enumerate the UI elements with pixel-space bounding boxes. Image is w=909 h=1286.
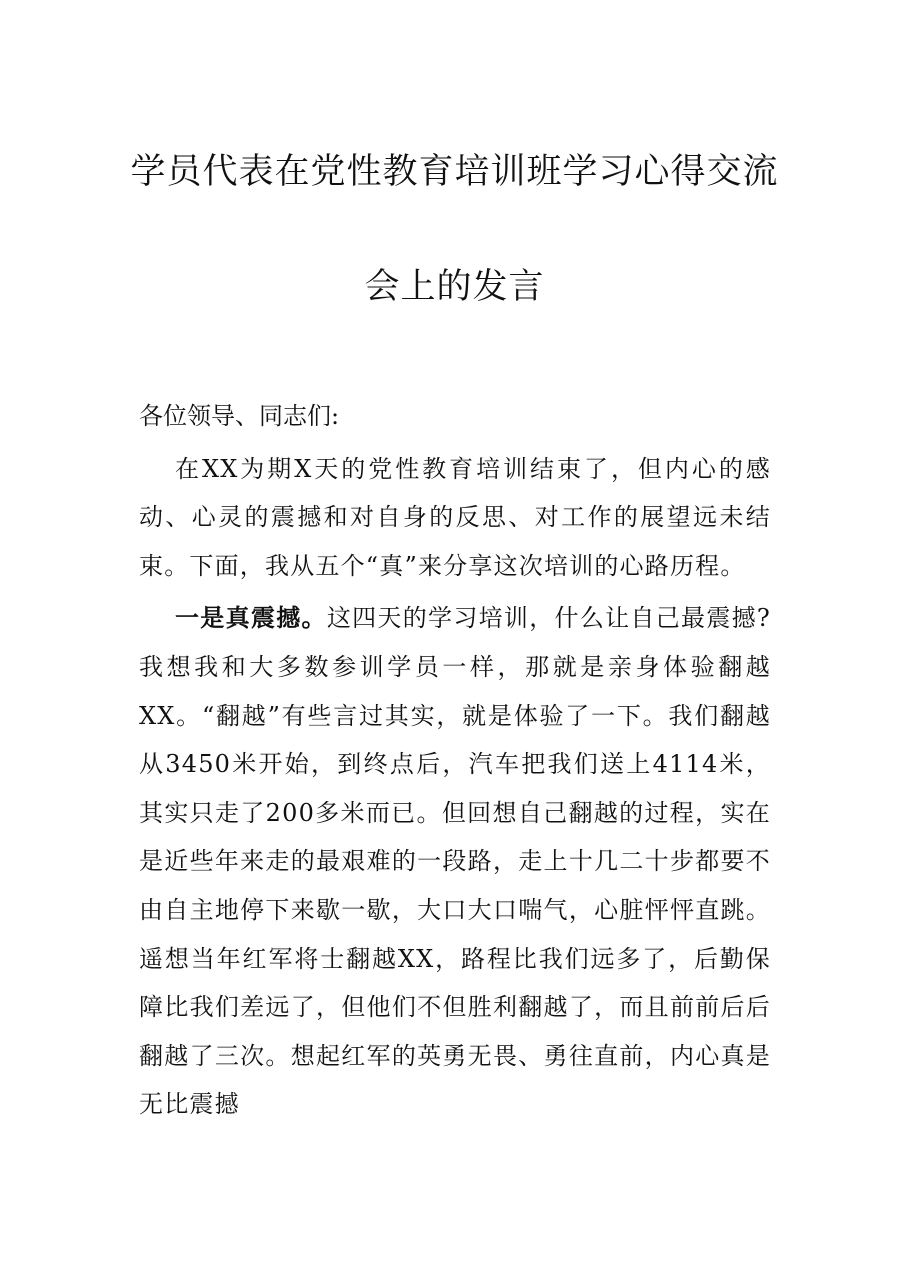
paragraph-point-one: [139, 594, 771, 1129]
paragraph-intro: [139, 445, 771, 591]
paragraph-point-one-text: 这四天的学习培训，什么让自己最震撼?我想我和大多数参训学员一样，那就是亲身体验翻越XX。“翻越”有些言过其实，就是体验了一下。我们翻越从3450米开始，到终点后，汽车把我们送上4114米，其实只走了200多米而已。但回想自己翻越的过程，实在是近些年来走的最艰难的一段路，走上十几二十步都要不由自主地停下来歇一歇，大口大口喘气，心脏怦怦直跳。遥想当年红军将士翻越XX，路程比我们远多了，后勤保障比我们差远了，但他们不但胜利翻越了，而且前前后后翻越了三次。想起红军的英勇无畏、勇往直前，内心真是无比震撼: [139, 604, 771, 1119]
document-body: [139, 392, 771, 1129]
paragraph-intro-text: 在XX为期X天的党性教育培训结束了，但内心的感动、心灵的震撼和对自身的反思、对工作的展望远未结束。下面，我从五个“真”来分享这次培训的心路历程。: [139, 454, 771, 580]
salutation: 各位领导、同志们:: [139, 402, 340, 430]
paragraph-point-one-lead: 一是真震撼。: [175, 603, 327, 633]
document-title-line-1: 学员代表在党性教育培训班学习心得交流: [130, 152, 779, 192]
document-title-line-2: 会上的发言: [364, 267, 545, 307]
